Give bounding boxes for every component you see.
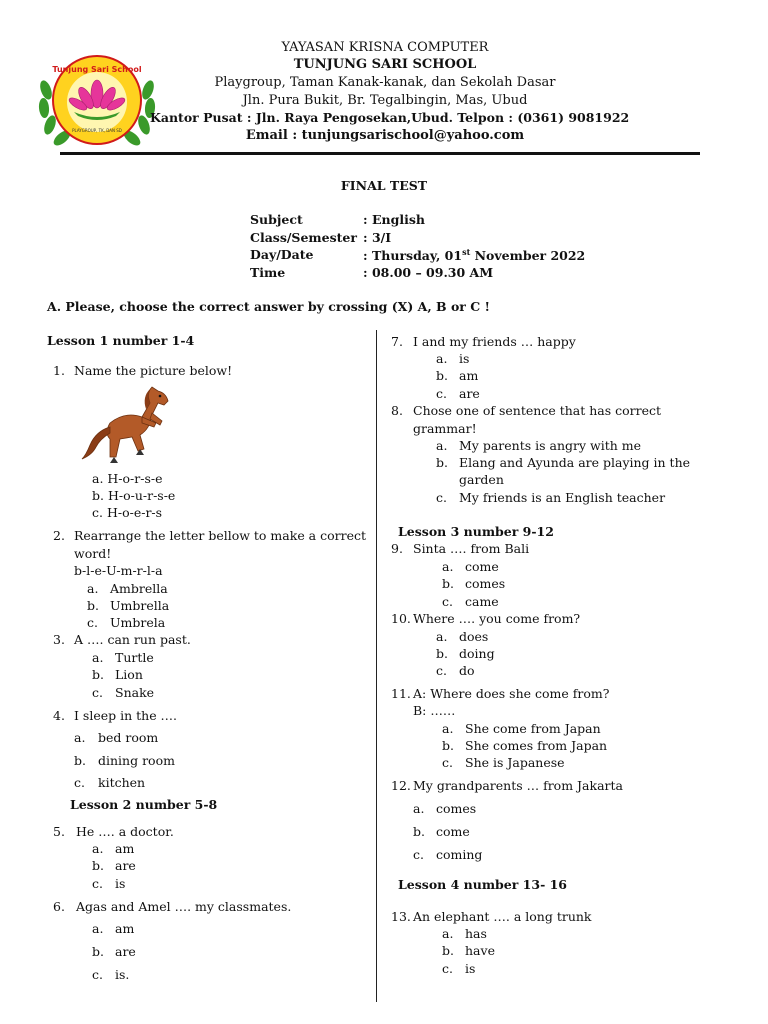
option-c: She is Japanese xyxy=(465,755,565,770)
question-number: 11. xyxy=(391,686,411,701)
question-text: Name the picture below! xyxy=(74,363,233,378)
question-text: Where …. you come from? xyxy=(413,611,581,626)
option-c: came xyxy=(465,594,499,609)
option-c: My friends is an English teacher xyxy=(459,490,666,505)
option-letter: b. xyxy=(92,858,104,873)
lesson-2-heading: Lesson 2 number 5-8 xyxy=(70,797,218,812)
question-text: I sleep in the …. xyxy=(74,708,178,723)
option-letter: c. xyxy=(436,490,447,505)
option-c: kitchen xyxy=(98,775,146,790)
option-letter: b. xyxy=(442,576,454,591)
option-c: c. H-o-e-r-s xyxy=(92,505,163,520)
option-letter: a. xyxy=(87,581,99,596)
option-c: do xyxy=(459,663,475,678)
subject-value: : English xyxy=(363,212,425,227)
option-letter: c. xyxy=(74,775,85,790)
option-b: are xyxy=(115,858,136,873)
question-number: 10. xyxy=(391,611,411,626)
question-text: A: Where does she come from? xyxy=(413,686,610,701)
option-b: have xyxy=(465,943,495,958)
option-a: My parents is angry with me xyxy=(459,438,642,453)
question-number: 3. xyxy=(53,632,65,647)
school-email: Email : tunjungsarischool@yahoo.com xyxy=(245,128,525,143)
option-a: bed room xyxy=(98,730,159,745)
question-text: An elephant …. a long trunk xyxy=(413,909,592,924)
option-a: Ambrella xyxy=(110,581,168,596)
section-a-instruction: A. Please, choose the correct answer by crossing (X) A, B or C ! xyxy=(47,299,491,314)
foundation-name: YAYASAN KRISNA COMPUTER xyxy=(281,40,489,55)
class-label: Class/Semester xyxy=(250,230,357,245)
logo-text-bottom: PLAYGROUP, TK, DAN SD xyxy=(72,128,122,133)
option-b: are xyxy=(115,944,136,959)
option-a: am xyxy=(115,841,135,856)
question-number: 1. xyxy=(53,363,65,378)
option-letter: b. xyxy=(436,646,448,661)
question-reply: B: …… xyxy=(413,703,456,718)
header-divider xyxy=(60,152,700,155)
option-letter: c. xyxy=(436,663,447,678)
option-c: Snake xyxy=(115,685,155,700)
class-value: : 3/I xyxy=(363,230,392,245)
option-b-continued: garden xyxy=(459,472,504,487)
time-value: : 08.00 – 09.30 AM xyxy=(363,265,494,280)
question-text: He …. a doctor. xyxy=(76,824,174,839)
scrambled-letters: b-l-e-U-m-r-l-a xyxy=(74,563,163,578)
question-text: A …. can run past. xyxy=(74,632,191,647)
column-divider xyxy=(376,330,377,1002)
option-a: does xyxy=(459,629,489,644)
option-letter: c. xyxy=(442,755,453,770)
lesson-4-heading: Lesson 4 number 13- 16 xyxy=(398,877,568,892)
option-letter: c. xyxy=(442,961,453,976)
option-letter: b. xyxy=(92,667,104,682)
option-letter: a. xyxy=(442,721,454,736)
option-letter: b. xyxy=(436,455,448,470)
school-levels: Playgroup, Taman Kanak-kanak, dan Sekolah Dasar xyxy=(214,75,556,90)
lesson-3-heading: Lesson 3 number 9-12 xyxy=(398,524,554,539)
option-letter: b. xyxy=(442,943,454,958)
option-letter: c. xyxy=(92,685,103,700)
question-number: 9. xyxy=(391,541,403,556)
option-letter: a. xyxy=(436,351,448,366)
question-text: grammar! xyxy=(413,421,477,436)
option-letter: b. xyxy=(436,368,448,383)
option-c: Umbrela xyxy=(110,615,166,630)
question-number: 2. xyxy=(53,528,65,543)
horse-picture xyxy=(80,383,172,468)
option-letter: c. xyxy=(413,847,424,862)
question-text: I and my friends … happy xyxy=(413,334,576,349)
option-letter: b. xyxy=(92,944,104,959)
option-b: Umbrella xyxy=(110,598,170,613)
option-letter: a. xyxy=(92,650,104,665)
day-label: Day/Date xyxy=(250,247,314,262)
question-number: 4. xyxy=(53,708,65,723)
option-c: is. xyxy=(115,967,130,982)
option-b: doing xyxy=(459,646,495,661)
option-letter: c. xyxy=(87,615,98,630)
option-a: comes xyxy=(436,801,477,816)
school-address: Jln. Pura Bukit, Br. Tegalbingin, Mas, Ubud xyxy=(242,93,528,108)
option-letter: c. xyxy=(442,594,453,609)
option-letter: b. xyxy=(442,738,454,753)
option-a: has xyxy=(465,926,487,941)
option-a: Turtle xyxy=(115,650,154,665)
option-b: Lion xyxy=(115,667,143,682)
question-number: 5. xyxy=(53,824,65,839)
option-a: a. H-o-r-s-e xyxy=(92,471,163,486)
option-letter: c. xyxy=(436,386,447,401)
option-letter: b. xyxy=(87,598,99,613)
option-letter: a. xyxy=(92,921,104,936)
option-c: are xyxy=(459,386,480,401)
logo-text-top: Tunjung Sari School xyxy=(52,65,142,74)
option-b: Elang and Ayunda are playing in the xyxy=(459,455,691,470)
page-title: FINAL TEST xyxy=(340,178,428,193)
option-letter: b. xyxy=(74,753,86,768)
option-letter: a. xyxy=(74,730,86,745)
office-contact: Kantor Pusat : Jln. Raya Pengosekan,Ubud. Telpon : (0361) 9081922 xyxy=(150,110,630,125)
option-c: is xyxy=(465,961,476,976)
option-b: comes xyxy=(465,576,506,591)
option-a: come xyxy=(465,559,499,574)
option-b: am xyxy=(459,368,479,383)
option-letter: a. xyxy=(436,438,448,453)
option-letter: b. xyxy=(413,824,425,839)
school-name: TUNJUNG SARI SCHOOL xyxy=(293,57,477,72)
option-b: b. H-o-u-r-s-e xyxy=(92,488,176,503)
question-number: 12. xyxy=(391,778,411,793)
option-letter: a. xyxy=(436,629,448,644)
option-a: am xyxy=(115,921,135,936)
question-text: Sinta …. from Bali xyxy=(413,541,530,556)
question-text: word! xyxy=(74,546,112,561)
question-text: Chose one of sentence that has correct xyxy=(413,403,662,418)
option-c: coming xyxy=(436,847,483,862)
question-number: 13. xyxy=(391,909,411,924)
option-letter: a. xyxy=(442,926,454,941)
question-number: 7. xyxy=(391,334,403,349)
day-value: : Thursday, 01st November 2022 xyxy=(363,247,586,264)
question-text: Rearrange the letter bellow to make a correct xyxy=(74,528,367,543)
time-label: Time xyxy=(250,265,286,280)
option-letter: a. xyxy=(92,841,104,856)
subject-label: Subject xyxy=(250,212,303,227)
question-number: 8. xyxy=(391,403,403,418)
option-letter: a. xyxy=(413,801,425,816)
option-letter: c. xyxy=(92,876,103,891)
option-c: is xyxy=(115,876,126,891)
question-number: 6. xyxy=(53,899,65,914)
option-b: come xyxy=(436,824,470,839)
lesson-1-heading: Lesson 1 number 1-4 xyxy=(47,333,195,348)
option-b: dining room xyxy=(98,753,175,768)
option-a: She come from Japan xyxy=(465,721,601,736)
option-letter: a. xyxy=(442,559,454,574)
question-text: My grandparents … from Jakarta xyxy=(413,778,623,793)
option-letter: c. xyxy=(92,967,103,982)
option-a: is xyxy=(459,351,470,366)
question-text: Agas and Amel …. my classmates. xyxy=(76,899,292,914)
option-b: She comes from Japan xyxy=(465,738,608,753)
